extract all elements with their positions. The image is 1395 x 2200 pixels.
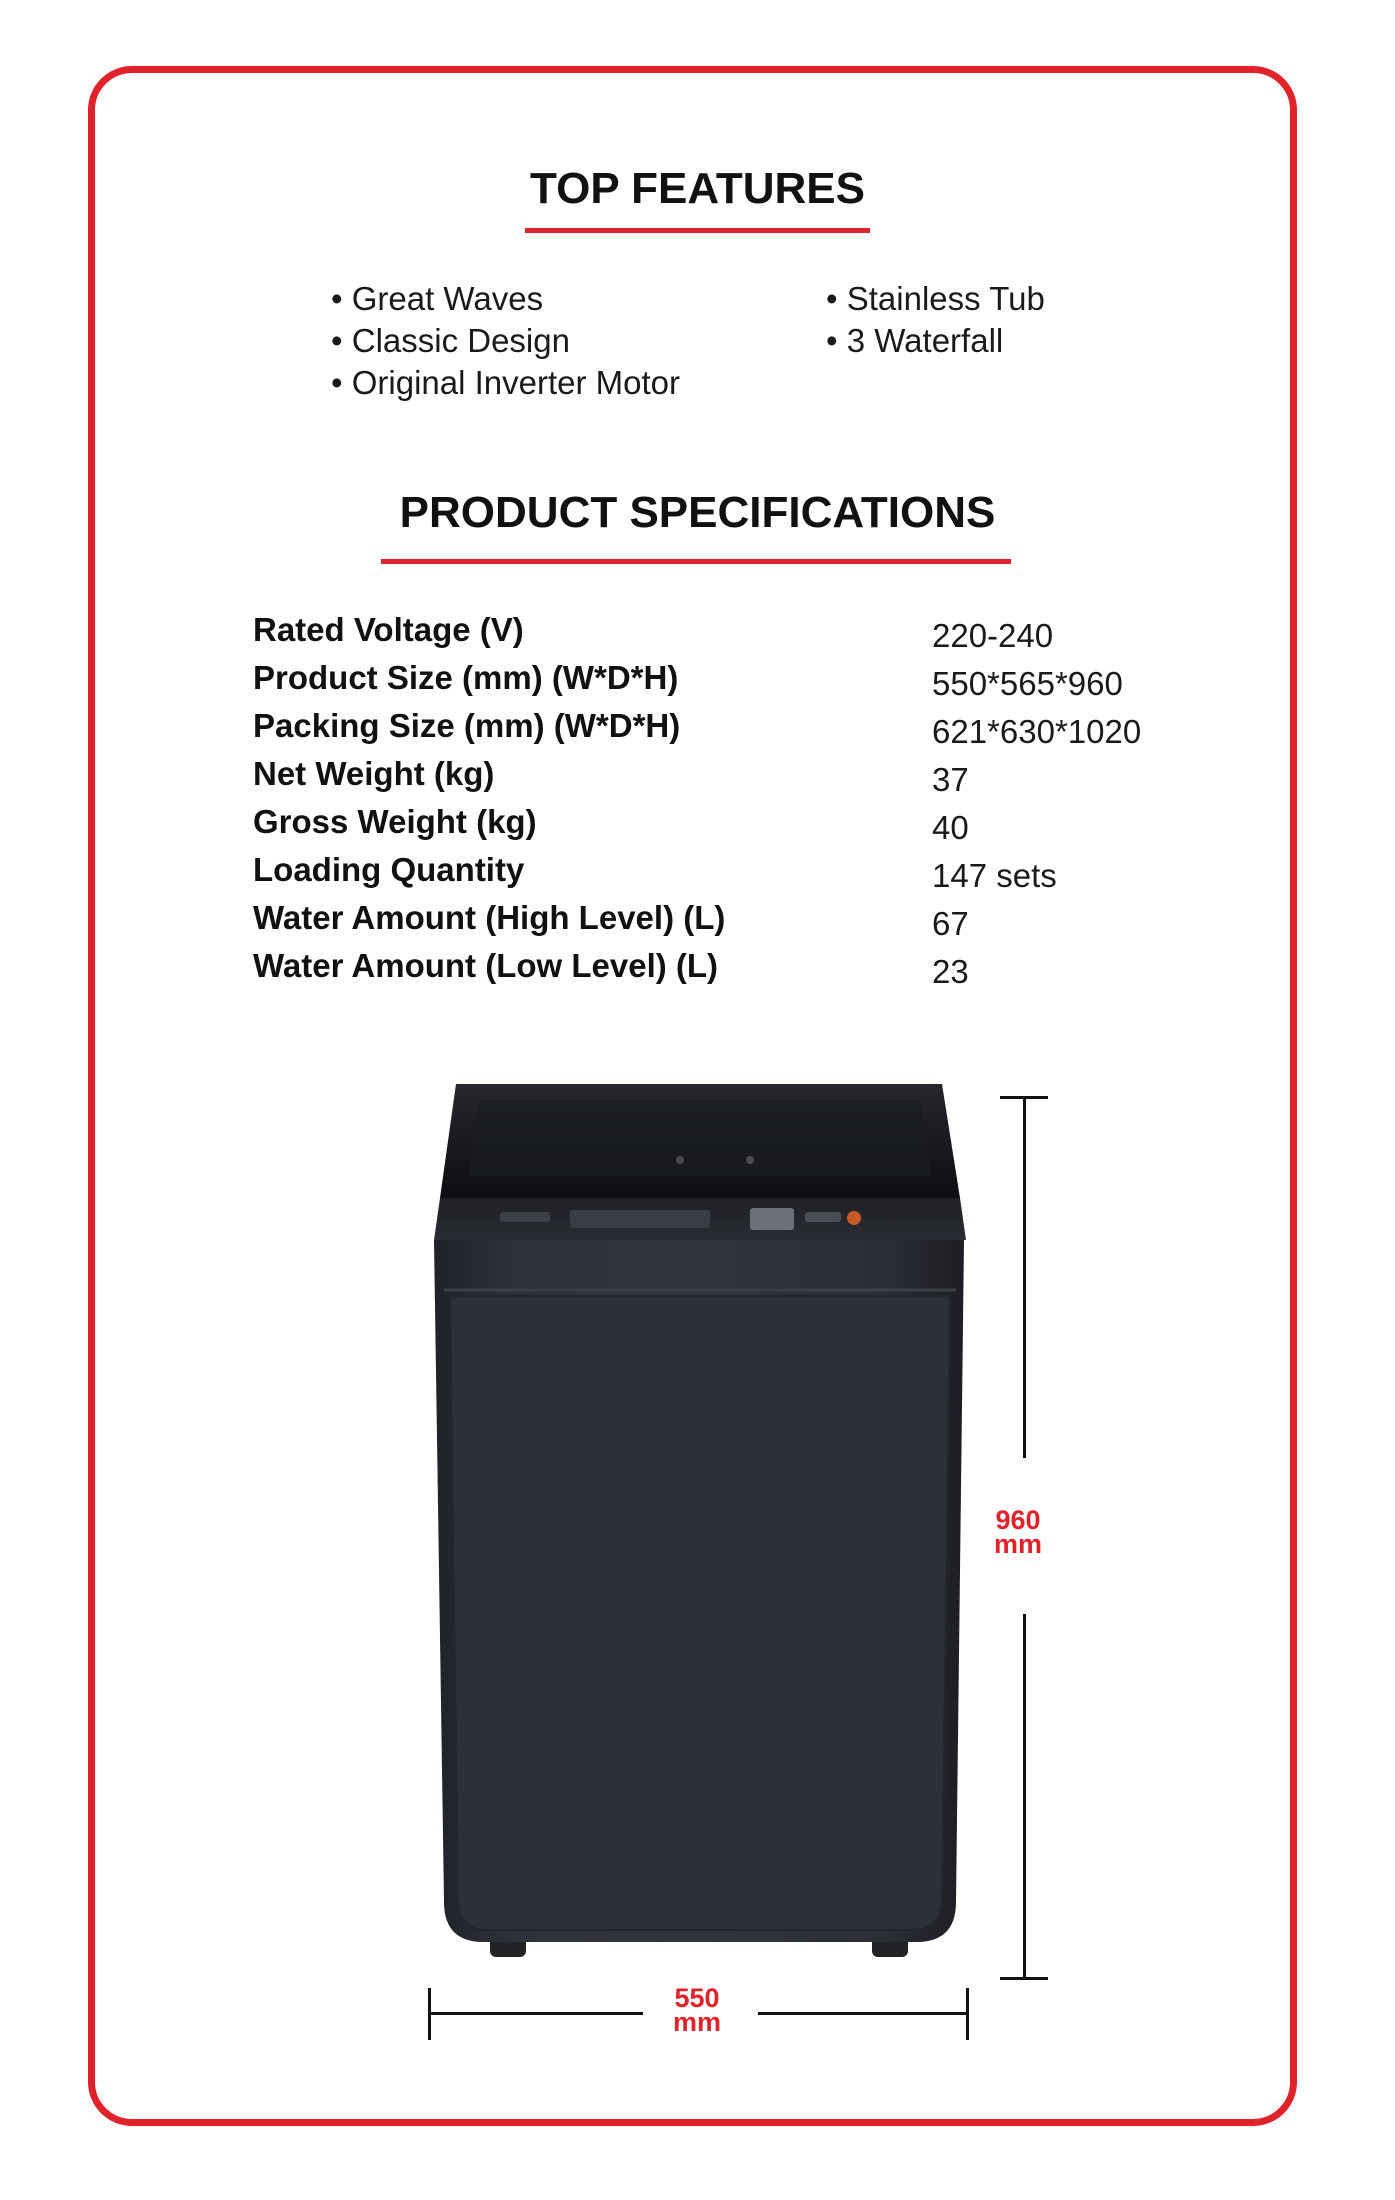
width-dimension-line-right [758, 2012, 968, 2015]
spec-label: Product Size (mm) (W*D*H) [253, 659, 679, 696]
height-dimension-line-upper [1023, 1096, 1026, 1458]
spec-label: Packing Size (mm) (W*D*H) [253, 707, 681, 744]
height-dimension-label [958, 1505, 1078, 1559]
spec-label: Gross Weight (kg) [253, 803, 537, 840]
washing-machine-image [420, 1080, 980, 1970]
lid-icon [746, 1156, 754, 1164]
lid-glass-reflection [468, 1100, 932, 1176]
spec-label: Water Amount (High Level) (L) [253, 899, 726, 936]
width-value: 550 [674, 1983, 720, 2013]
specifications-underline [381, 559, 1011, 564]
top-features-underline [525, 228, 870, 233]
specifications-heading: PRODUCT SPECIFICATIONS [399, 488, 996, 537]
top-features-heading: TOP FEATURES [530, 164, 865, 213]
spec-label: Water Amount (Low Level) (L) [253, 947, 719, 984]
option-buttons [500, 1212, 550, 1222]
spec-value: 220-240 [932, 617, 1054, 654]
spec-value: 23 [932, 953, 969, 990]
spec-value: 621*630*1020 [932, 713, 1142, 750]
feature-item: • Stainless Tub [826, 280, 1045, 318]
machine-front-panel [450, 1296, 950, 1930]
spec-value: 550*565*960 [932, 665, 1123, 702]
feature-item: • Great Waves [331, 280, 543, 318]
feature-item: • Classic Design [331, 322, 570, 360]
width-dimension-right-tick [966, 1988, 969, 2040]
height-dimension-bottom-tick [1000, 1977, 1048, 1980]
spec-value: 67 [932, 905, 969, 942]
spec-value: 37 [932, 761, 969, 798]
width-dimension-line-left [428, 2012, 643, 2015]
spec-label: Loading Quantity [253, 851, 525, 888]
feature-item: • 3 Waterfall [826, 322, 1003, 360]
spec-value: 40 [932, 809, 969, 846]
display-area [570, 1210, 710, 1228]
feature-item: • Original Inverter Motor [331, 364, 680, 402]
program-buttons [805, 1212, 841, 1222]
lid-icon [676, 1156, 684, 1164]
spec-value: 147 sets [932, 857, 1057, 894]
spec-label: Rated Voltage (V) [253, 611, 524, 648]
width-dimension-label [637, 1983, 757, 2037]
height-value: 960 [995, 1505, 1041, 1535]
display-screen [750, 1208, 794, 1230]
spec-label: Net Weight (kg) [253, 755, 495, 792]
height-unit: mm [993, 1529, 1042, 1559]
power-button [847, 1211, 861, 1225]
height-dimension-line-lower [1023, 1614, 1026, 1978]
width-unit: mm [672, 2007, 721, 2037]
